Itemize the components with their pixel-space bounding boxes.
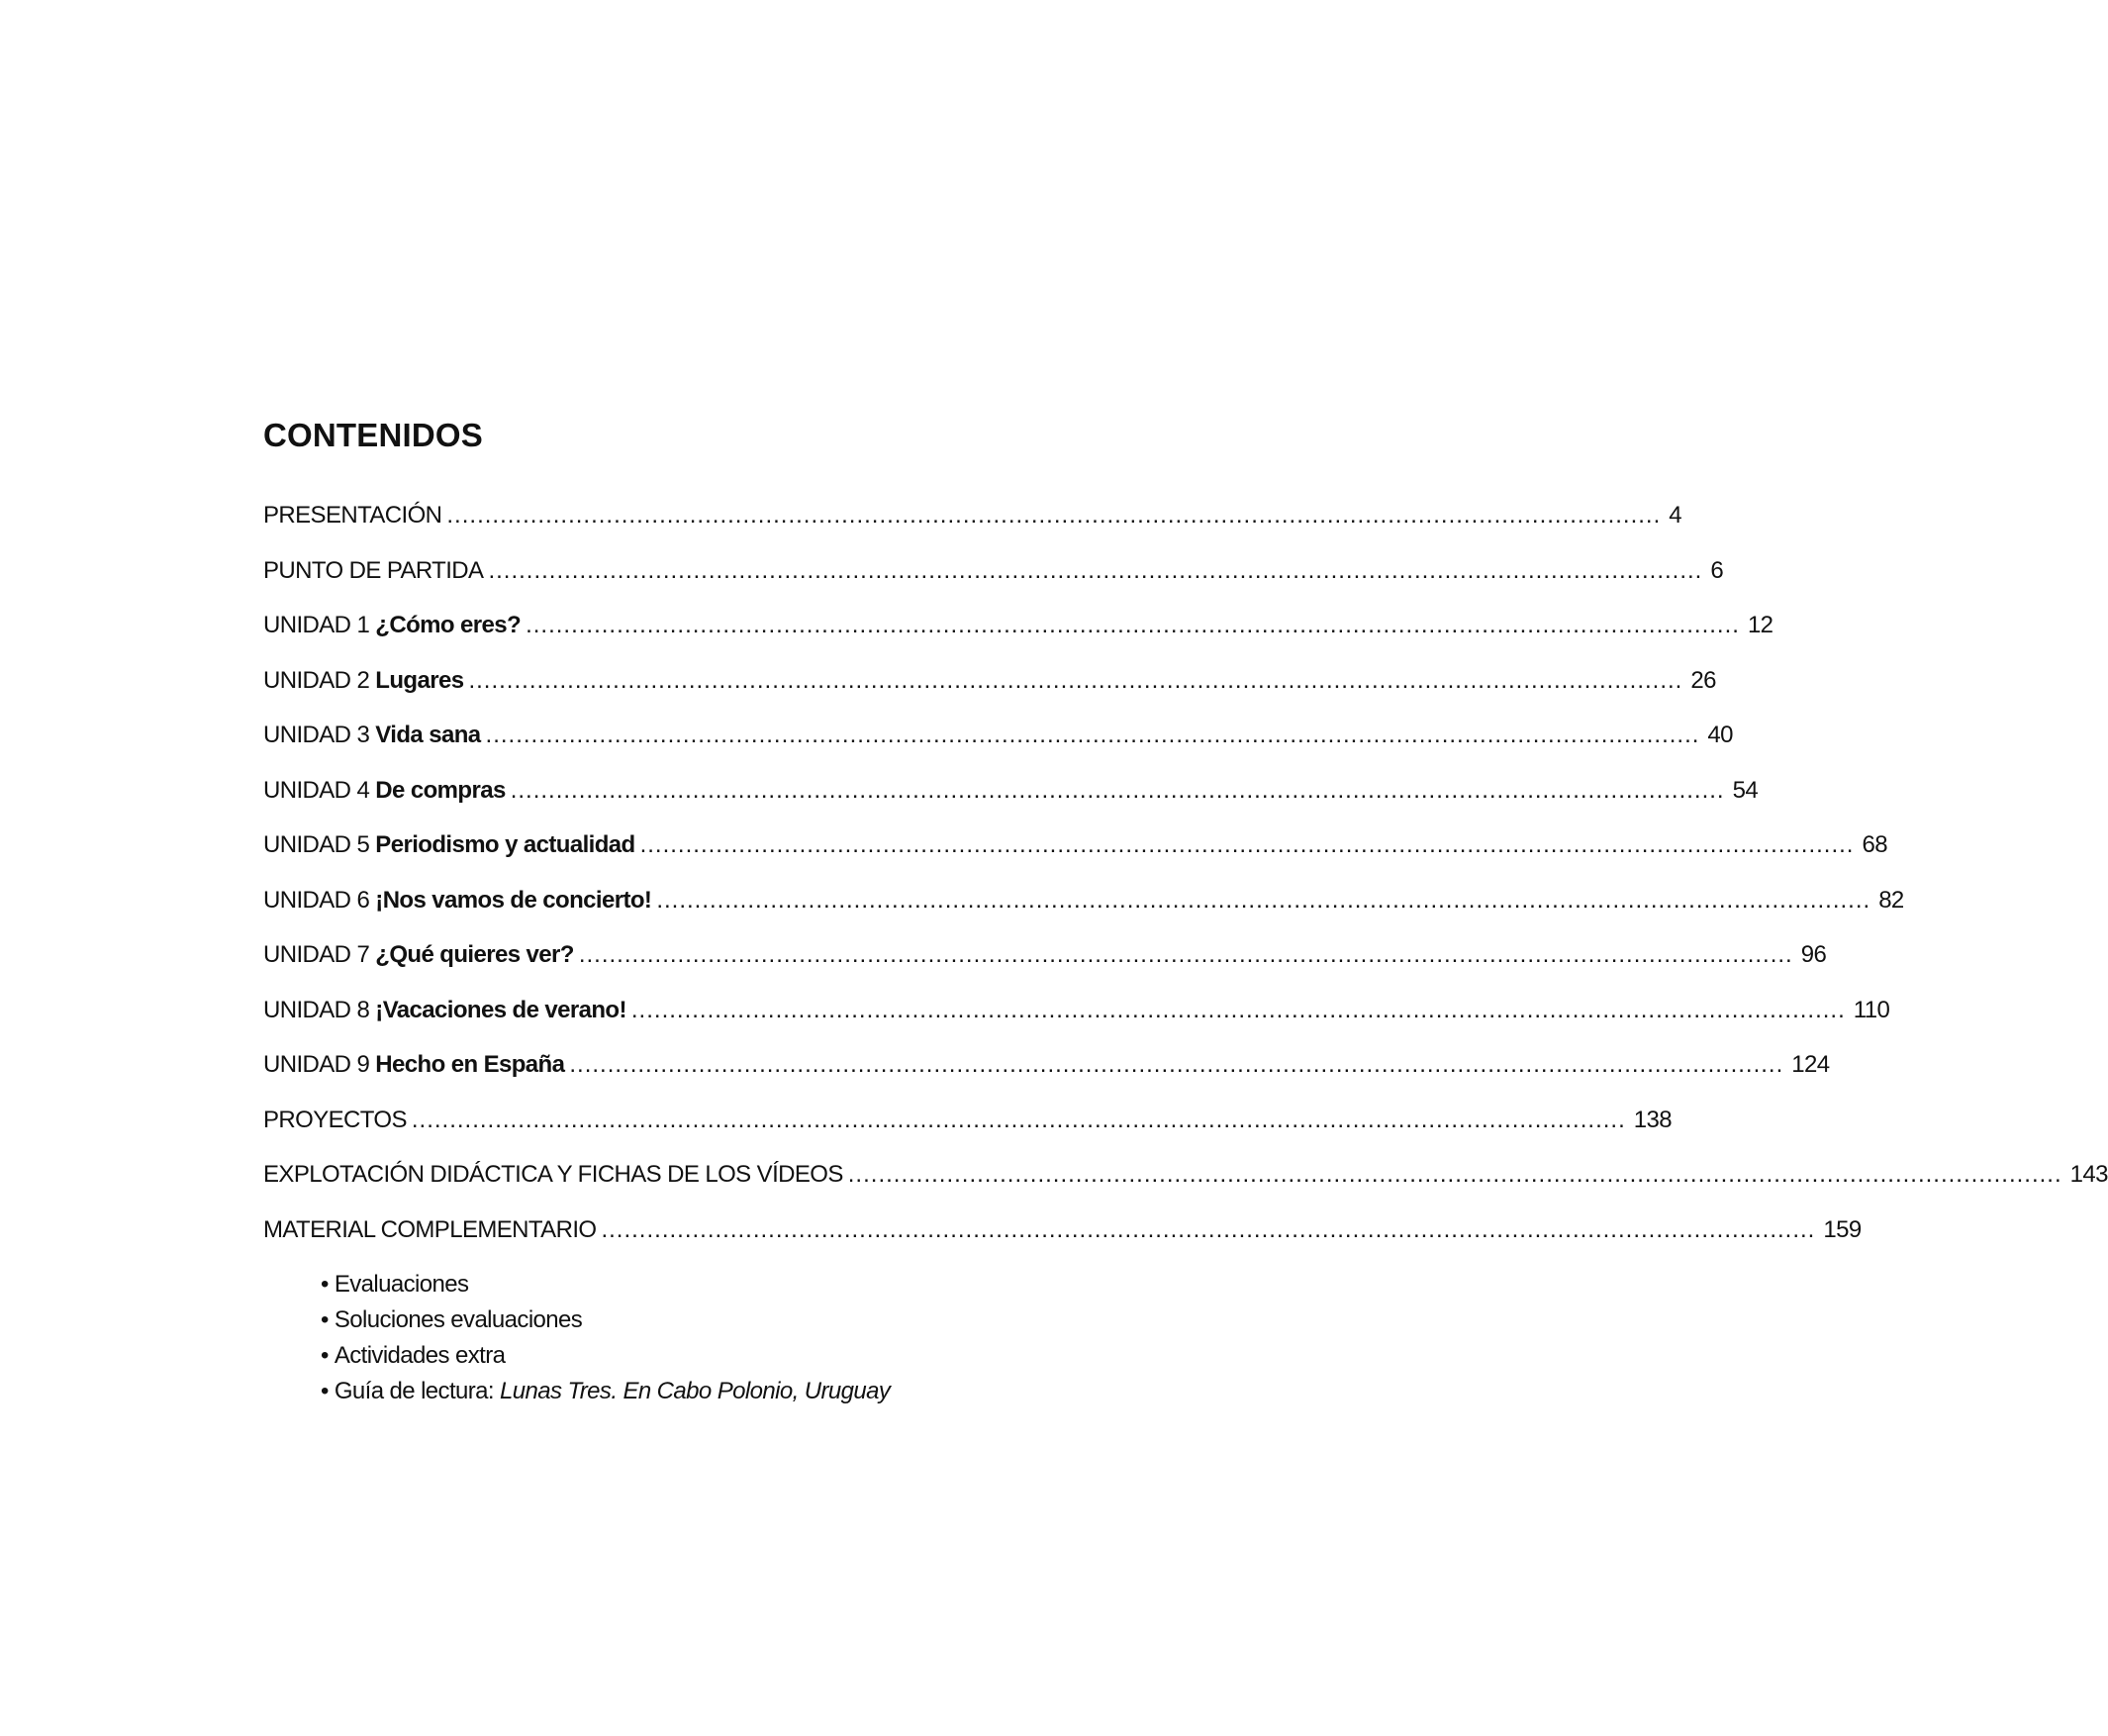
- toc-entry-unidad-1: [263, 611, 1773, 666]
- page-number: 12: [1747, 612, 1773, 638]
- dot-leader: ................................................................................................................................................................: [485, 722, 1700, 748]
- page-number: 40: [1707, 722, 1733, 748]
- list-item-text: Evaluaciones: [334, 1271, 469, 1298]
- list-item-text: Soluciones evaluaciones: [334, 1306, 583, 1333]
- dot-leader: ................................................................................................................................................................: [510, 776, 1725, 804]
- page-number: 82: [1878, 886, 1904, 914]
- entry-title: Periodismo y actualidad: [375, 831, 635, 858]
- entry-title: De compras: [375, 776, 506, 804]
- page-number: 124: [1791, 1051, 1830, 1078]
- entry-label: UNIDAD 3: [263, 722, 376, 748]
- page-title: CONTENIDOS: [263, 417, 484, 453]
- list-item: [321, 1341, 890, 1377]
- dot-leader: ................................................................................................................................................................: [569, 1051, 1784, 1078]
- dot-leader: ................................................................................................................................................................: [488, 556, 1703, 584]
- entry-label: UNIDAD 6: [263, 886, 376, 914]
- list-item-italic: Lunas Tres. En Cabo Polonio, Uruguay: [500, 1378, 891, 1404]
- dot-leader: ................................................................................................................................................................: [601, 1215, 1816, 1243]
- page-number: 96: [1800, 941, 1827, 968]
- dot-leader: ................................................................................................................................................................: [578, 941, 1793, 968]
- entry-label: UNIDAD 5: [263, 831, 376, 858]
- page-number: 26: [1690, 666, 1716, 694]
- toc-entry-explotacion-didactica: [263, 1160, 2108, 1215]
- dot-leader: ................................................................................................................................................................: [656, 886, 1871, 914]
- toc-entry-unidad-5: [263, 830, 1887, 886]
- page-number: 110: [1853, 996, 1890, 1023]
- bullet: •: [321, 1342, 329, 1369]
- entry-label: UNIDAD 1: [263, 612, 376, 638]
- list-item: [321, 1270, 890, 1305]
- entry-label: MATERIAL COMPLEMENTARIO: [263, 1215, 597, 1243]
- toc-entry-material-complementario: [263, 1215, 1862, 1271]
- entry-label: UNIDAD 8: [263, 996, 376, 1023]
- bullet: •: [321, 1378, 329, 1404]
- entry-title: ¡Nos vamos de concierto!: [375, 886, 652, 914]
- material-sublist: [321, 1270, 890, 1412]
- entry-title: Hecho en España: [375, 1051, 565, 1078]
- dot-leader: ................................................................................................................................................................: [630, 996, 1846, 1023]
- list-item-text: Guía de lectura:: [334, 1378, 501, 1404]
- page-number: 54: [1732, 776, 1759, 804]
- entry-title: Lugares: [375, 666, 464, 694]
- page-number: 6: [1710, 556, 1724, 584]
- list-item-text: Actividades extra: [334, 1342, 506, 1369]
- toc-entry-unidad-6: [263, 886, 1904, 941]
- toc-entry-unidad-8: [263, 996, 1890, 1051]
- dot-leader: ................................................................................................................................................................: [468, 666, 1683, 694]
- list-item: [321, 1377, 890, 1412]
- toc-entry-unidad-3: [263, 721, 1733, 776]
- page-number: 68: [1862, 831, 1887, 858]
- entry-label: UNIDAD 2: [263, 666, 376, 694]
- toc-entry-punto-de-partida: [263, 556, 1724, 612]
- dot-leader: ................................................................................................................................................................: [446, 502, 1662, 529]
- bullet: •: [321, 1306, 329, 1333]
- page-number: 138: [1633, 1106, 1672, 1133]
- entry-title: ¡Vacaciones de verano!: [375, 996, 626, 1023]
- entry-title: ¿Cómo eres?: [375, 612, 522, 638]
- entry-label: EXPLOTACIÓN DIDÁCTICA Y FICHAS DE LOS VÍDEOS: [263, 1161, 843, 1188]
- entry-label: UNIDAD 7: [263, 941, 376, 968]
- toc-entry-presentacion: [263, 501, 1682, 556]
- table-of-contents: [263, 501, 2108, 1270]
- page-number: 159: [1823, 1215, 1862, 1243]
- entry-label: PRESENTACIÓN: [263, 502, 442, 529]
- toc-entry-unidad-9: [263, 1050, 1830, 1106]
- page-number: 143: [2069, 1161, 2108, 1188]
- toc-entry-unidad-4: [263, 776, 1759, 831]
- entry-label: PUNTO DE PARTIDA: [263, 556, 484, 584]
- entry-label: UNIDAD 9: [263, 1051, 376, 1078]
- entry-label: UNIDAD 4: [263, 776, 376, 804]
- entry-label: PROYECTOS: [263, 1106, 407, 1133]
- dot-leader: ................................................................................................................................................................: [526, 612, 1740, 638]
- dot-leader: ................................................................................................................................................................: [639, 831, 1855, 858]
- dot-leader: ................................................................................................................................................................: [847, 1161, 2062, 1188]
- toc-entry-unidad-2: [263, 666, 1716, 722]
- list-item: [321, 1305, 890, 1341]
- toc-entry-unidad-7: [263, 940, 1827, 996]
- page-number: 4: [1669, 502, 1682, 529]
- dot-leader: ................................................................................................................................................................: [411, 1106, 1626, 1133]
- bullet: •: [321, 1271, 329, 1298]
- entry-title: ¿Qué quieres ver?: [375, 941, 574, 968]
- entry-title: Vida sana: [375, 722, 481, 748]
- toc-entry-proyectos: [263, 1106, 1672, 1161]
